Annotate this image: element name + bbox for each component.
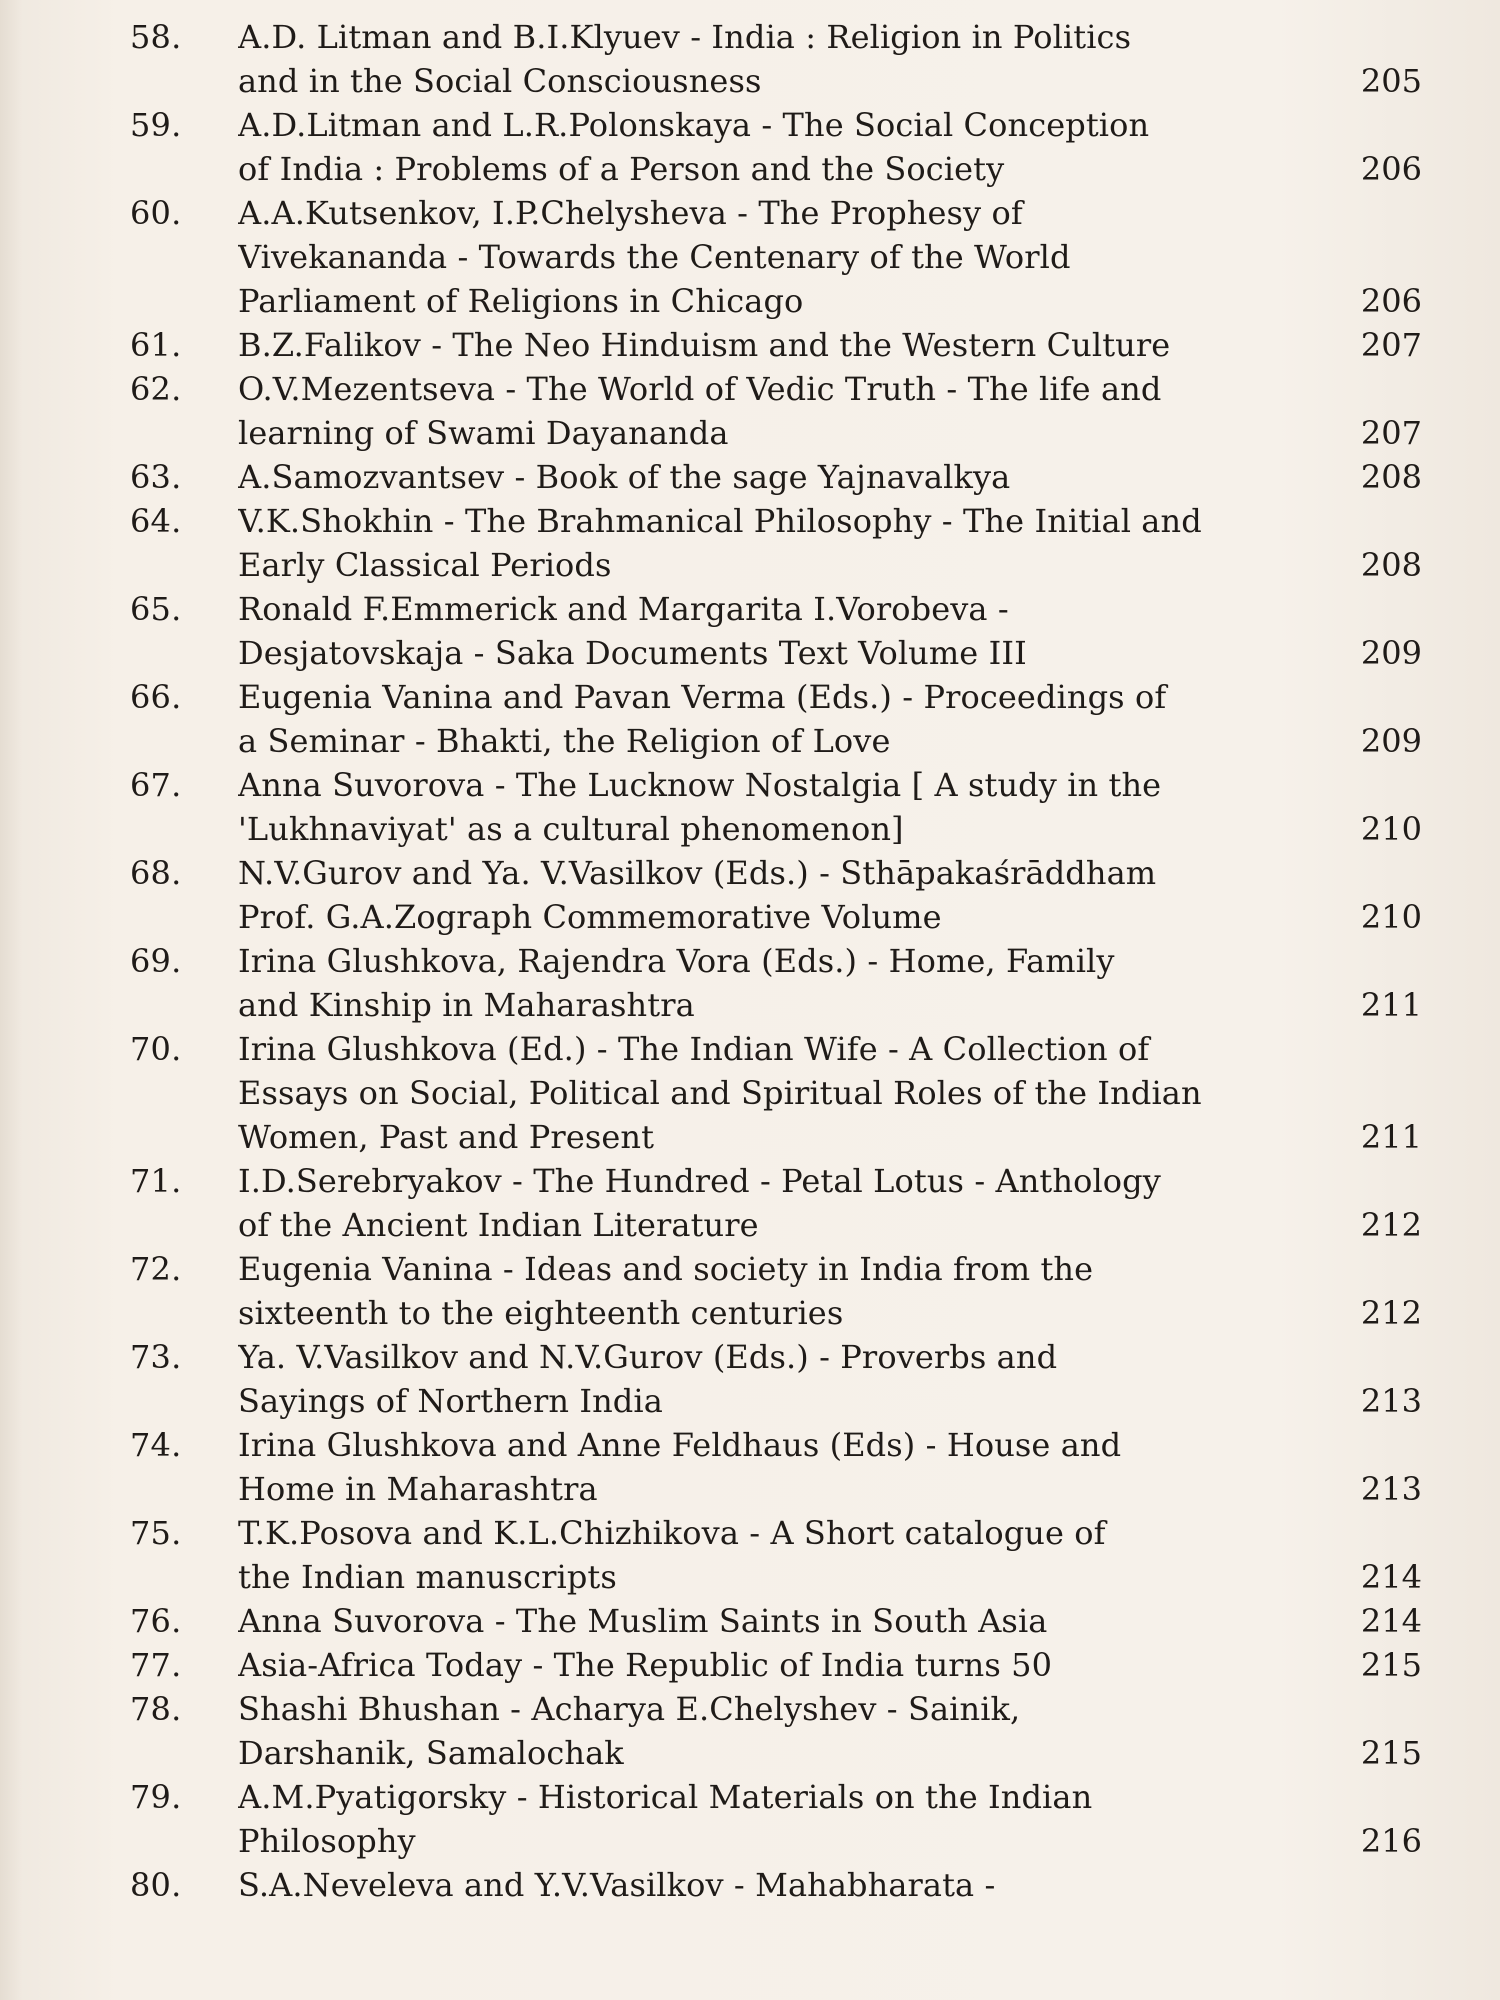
entry-number: 70. [130, 1030, 182, 1068]
entry-title-line: Sayings of Northern India [238, 1382, 663, 1420]
entry-title-line: learning of Swami Dayananda [238, 414, 729, 452]
entry-title-line: Eugenia Vanina - Ideas and society in India from the [238, 1250, 1094, 1288]
entry-title [238, 1423, 1288, 1511]
entry-page-number: 214 [1360, 1558, 1422, 1596]
entry-number: 58. [130, 18, 182, 56]
entry-title [238, 763, 1288, 851]
entry-page-number: 210 [1360, 810, 1422, 848]
entry-number: 69. [130, 942, 182, 980]
entry-title-line: Home in Maharashtra [238, 1470, 598, 1508]
entry-page-number: 208 [1360, 546, 1422, 584]
entry-title-line: of India : Problems of a Person and the Society [238, 150, 1005, 188]
contents-entry [0, 939, 1500, 1027]
entry-title-line: Prof. G.A.Zograph Commemorative Volume [238, 898, 942, 936]
entry-title-line: Philosophy [238, 1822, 416, 1860]
contents-entry [0, 1863, 1500, 1907]
entry-page-number: 212 [1360, 1206, 1422, 1244]
entry-title [238, 675, 1288, 763]
contents-entry [0, 455, 1500, 499]
entry-title-line: Asia-Africa Today - The Republic of India turns 50 [238, 1646, 1053, 1684]
entry-page-number: 213 [1360, 1382, 1422, 1420]
entry-number: 64. [130, 502, 182, 540]
entry-page-number: 213 [1360, 1470, 1422, 1508]
entry-title [238, 367, 1288, 455]
entry-page-number: 208 [1360, 458, 1422, 496]
entry-page-number: 207 [1360, 414, 1422, 452]
entry-title [238, 851, 1288, 939]
entry-title [238, 1335, 1288, 1423]
entry-page-number: 210 [1360, 898, 1422, 936]
entry-page-number: 209 [1360, 722, 1422, 760]
entry-number: 76. [130, 1602, 182, 1640]
entry-page-number: 212 [1360, 1294, 1422, 1332]
entry-title [238, 1247, 1288, 1335]
entry-number: 65. [130, 590, 182, 628]
entry-number: 77. [130, 1646, 182, 1684]
entry-title [238, 455, 1288, 499]
entry-page-number: 214 [1360, 1602, 1422, 1640]
entry-title-line: A.D.Litman and L.R.Polonskaya - The Social Conception [238, 106, 1150, 144]
entry-title-line: Irina Glushkova, Rajendra Vora (Eds.) - Home, Family [238, 942, 1115, 980]
entry-number: 73. [130, 1338, 182, 1376]
entry-page-number: 207 [1360, 326, 1422, 364]
entry-title-line: Vivekananda - Towards the Centenary of the World [238, 238, 1071, 276]
entry-number: 68. [130, 854, 182, 892]
contents-entry [0, 763, 1500, 851]
entry-number: 62. [130, 370, 182, 408]
entry-title [238, 1687, 1288, 1775]
entry-number: 60. [130, 194, 182, 232]
entry-title [238, 323, 1288, 367]
entry-page-number: 206 [1360, 282, 1422, 320]
entry-title-line: A.M.Pyatigorsky - Historical Materials on the Indian [238, 1778, 1093, 1816]
entry-title-line: A.D. Litman and B.I.Klyuev - India : Religion in Politics [238, 18, 1132, 56]
contents-entry [0, 323, 1500, 367]
entry-title [238, 1027, 1288, 1159]
entry-title-line: the Indian manuscripts [238, 1558, 617, 1596]
entry-page-number: 211 [1360, 986, 1422, 1024]
contents-entry [0, 1247, 1500, 1335]
entry-title-line: Eugenia Vanina and Pavan Verma (Eds.) - Proceedings of [238, 678, 1167, 716]
entry-title-line: of the Ancient Indian Literature [238, 1206, 759, 1244]
entry-title [238, 1775, 1288, 1863]
entry-title-line: S.A.Neveleva and Y.V.Vasilkov - Mahabharata - [238, 1866, 996, 1904]
contents-entry [0, 587, 1500, 675]
contents-entry [0, 1027, 1500, 1159]
entry-title [238, 191, 1288, 323]
entry-page-number: 216 [1360, 1822, 1422, 1860]
entry-title-line: Parliament of Religions in Chicago [238, 282, 804, 320]
entry-title-line: sixteenth to the eighteenth centuries [238, 1294, 844, 1332]
contents-entry [0, 103, 1500, 191]
entry-number: 80. [130, 1866, 182, 1904]
entry-title [238, 1159, 1288, 1247]
entry-page-number: 215 [1360, 1734, 1422, 1772]
contents-entry [0, 851, 1500, 939]
entry-number: 66. [130, 678, 182, 716]
entry-title-line: A.A.Kutsenkov, I.P.Chelysheva - The Prophesy of [238, 194, 1023, 232]
entry-title-line: N.V.Gurov and Ya. V.Vasilkov (Eds.) - Sthāpakaśrāddham [238, 854, 1157, 892]
entry-title-line: a Seminar - Bhakti, the Religion of Love [238, 722, 891, 760]
entry-title-line: and Kinship in Maharashtra [238, 986, 695, 1024]
entry-number: 75. [130, 1514, 182, 1552]
entry-title-line: T.K.Posova and K.L.Chizhikova - A Short catalogue of [238, 1514, 1106, 1552]
entry-title-line: Early Classical Periods [238, 546, 612, 584]
entry-number: 59. [130, 106, 182, 144]
contents-entry [0, 1643, 1500, 1687]
entry-title [238, 499, 1288, 587]
entry-title-line: Anna Suvorova - The Lucknow Nostalgia [ A study in the [238, 766, 1162, 804]
entry-page-number: 209 [1360, 634, 1422, 672]
entry-number: 72. [130, 1250, 182, 1288]
entry-title-line: Ya. V.Vasilkov and N.V.Gurov (Eds.) - Proverbs and [238, 1338, 1058, 1376]
entry-title [238, 1863, 1288, 1907]
entry-title [238, 1643, 1288, 1687]
contents-entry [0, 1599, 1500, 1643]
entry-number: 78. [130, 1690, 182, 1728]
entry-title-line: Shashi Bhushan - Acharya E.Chelyshev - Sainik, [238, 1690, 1021, 1728]
contents-list [0, 15, 1500, 1907]
contents-entry [0, 499, 1500, 587]
entry-number: 74. [130, 1426, 182, 1464]
contents-entry [0, 675, 1500, 763]
entry-number: 71. [130, 1162, 182, 1200]
entry-title-line: Ronald F.Emmerick and Margarita I.Vorobeva - [238, 590, 1009, 628]
entry-title-line: B.Z.Falikov - The Neo Hinduism and the Western Culture [238, 326, 1171, 364]
entry-number: 61. [130, 326, 182, 364]
entry-title [238, 1599, 1288, 1643]
entry-title-line: Anna Suvorova - The Muslim Saints in South Asia [238, 1602, 1048, 1640]
contents-entry [0, 1423, 1500, 1511]
entry-number: 79. [130, 1778, 182, 1816]
entry-title-line: Desjatovskaja - Saka Documents Text Volume III [238, 634, 1027, 672]
entry-number: 63. [130, 458, 182, 496]
contents-entry [0, 367, 1500, 455]
entry-title-line: Irina Glushkova and Anne Feldhaus (Eds) - House and [238, 1426, 1122, 1464]
contents-entry [0, 1159, 1500, 1247]
entry-number: 67. [130, 766, 182, 804]
entry-title-line: Irina Glushkova (Ed.) - The Indian Wife - A Collection of [238, 1030, 1150, 1068]
entry-title-line: 'Lukhnaviyat' as a cultural phenomenon] [238, 810, 904, 848]
entry-title-line: A.Samozvantsev - Book of the sage Yajnavalkya [238, 458, 1011, 496]
entry-title-line: Darshanik, Samalochak [238, 1734, 624, 1772]
entry-title [238, 15, 1288, 103]
entry-title [238, 1511, 1288, 1599]
entry-title-line: and in the Social Consciousness [238, 62, 762, 100]
entry-title [238, 103, 1288, 191]
contents-entry [0, 1687, 1500, 1775]
entry-title [238, 939, 1288, 1027]
contents-entry [0, 191, 1500, 323]
entry-title-line: I.D.Serebryakov - The Hundred - Petal Lotus - Anthology [238, 1162, 1161, 1200]
entry-page-number: 205 [1360, 62, 1422, 100]
contents-entry [0, 1775, 1500, 1863]
entry-title [238, 587, 1288, 675]
entry-page-number: 211 [1360, 1118, 1422, 1156]
contents-entry [0, 1511, 1500, 1599]
entry-title-line: Women, Past and Present [238, 1118, 655, 1156]
contents-entry [0, 1335, 1500, 1423]
entry-title-line: V.K.Shokhin - The Brahmanical Philosophy - The Initial and [238, 502, 1202, 540]
entry-page-number: 215 [1360, 1646, 1422, 1684]
entry-title-line: Essays on Social, Political and Spiritual Roles of the Indian [238, 1074, 1202, 1112]
entry-title-line: O.V.Mezentseva - The World of Vedic Truth - The life and [238, 370, 1162, 408]
entry-page-number: 206 [1360, 150, 1422, 188]
contents-entry [0, 15, 1500, 103]
